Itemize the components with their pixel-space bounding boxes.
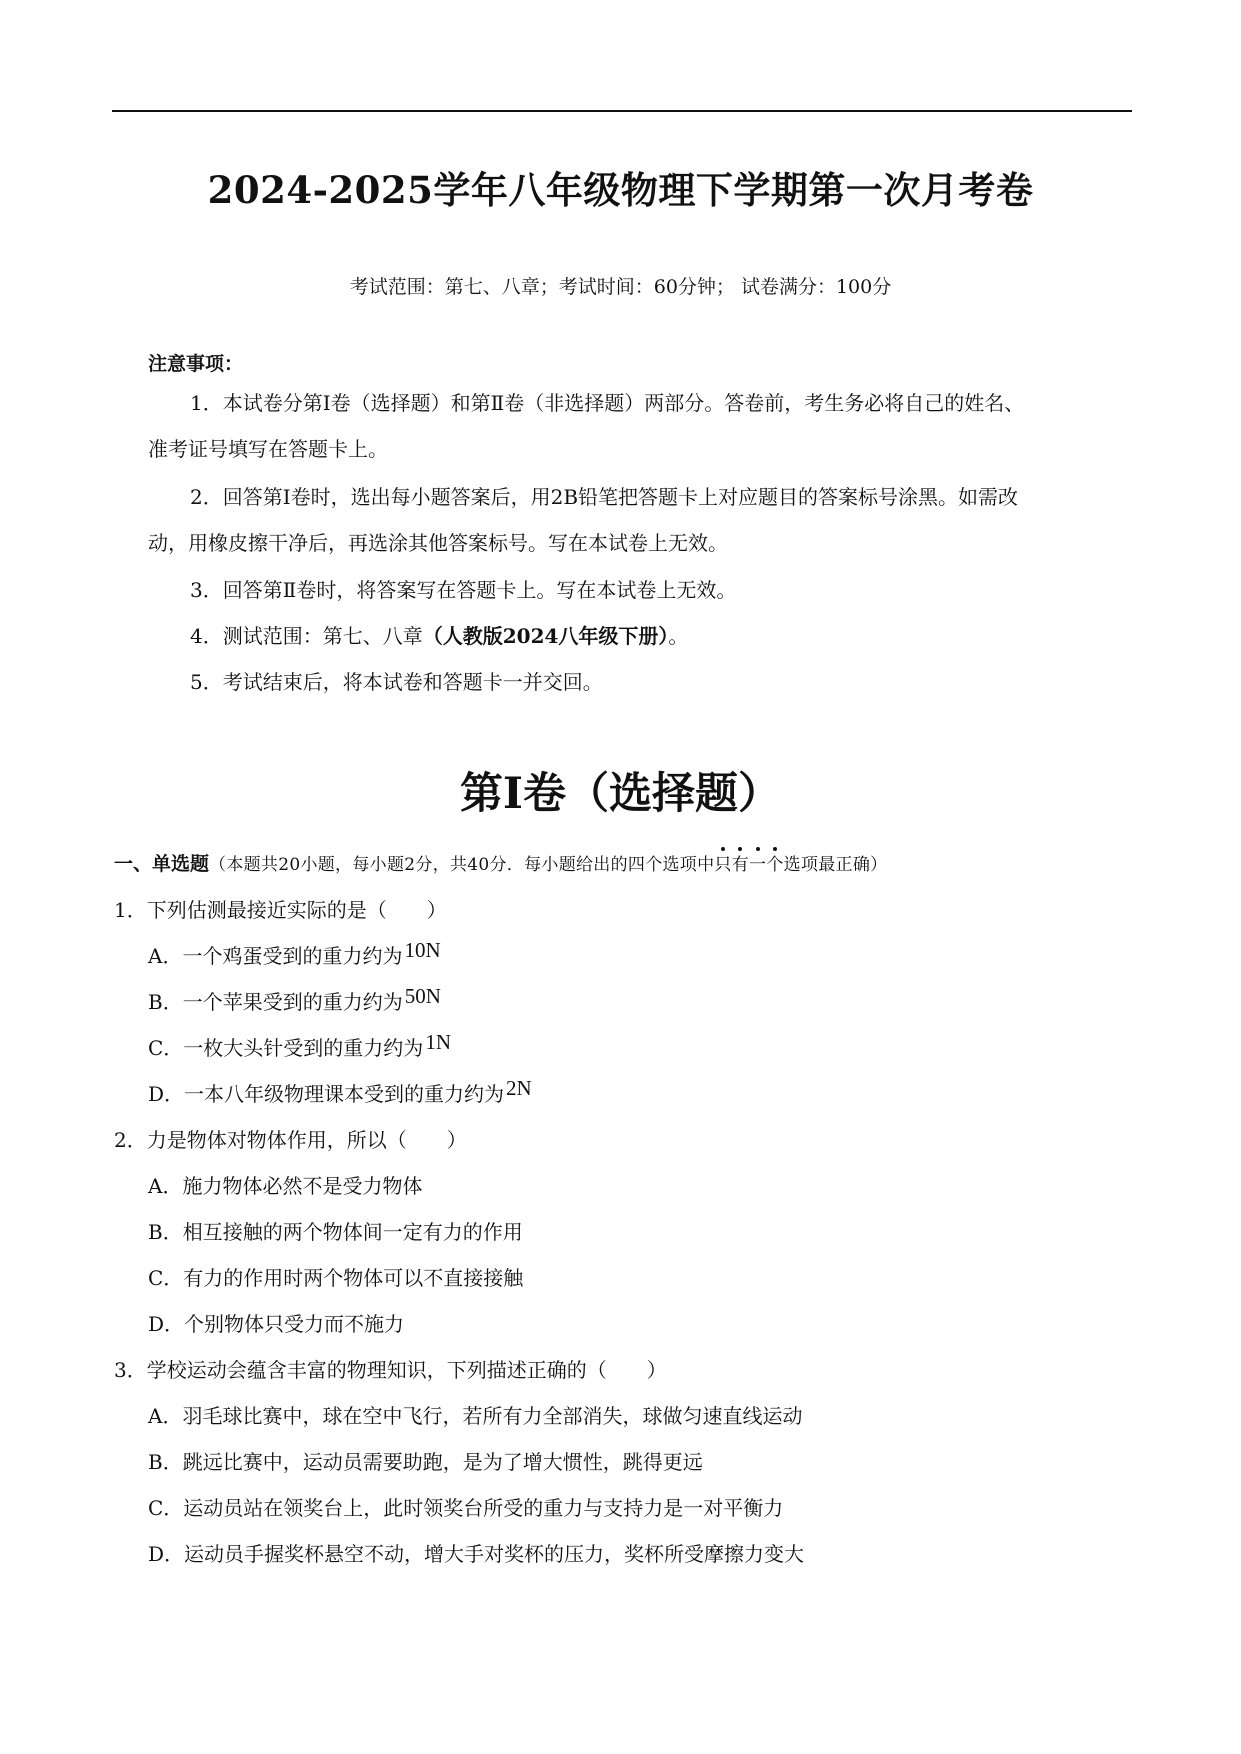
- emphasis-char: 只: [714, 855, 732, 875]
- notice-item-5: 5．考试结束后，将本试卷和答题卡一并交回。: [190, 670, 603, 694]
- notice-item-4-edition: （人教版2024八年级下册）: [422, 624, 669, 648]
- emphasis-char: 一: [749, 855, 767, 875]
- notice-item-1-line2: 准考证号填写在答题卡上。: [148, 437, 388, 461]
- notice-item-2-line2: 动，用橡皮擦干净后，再选涂其他答案标号。写在本试卷上无效。: [148, 531, 728, 555]
- question-1-option-a: A．一个鸡蛋受到的重力约为10N: [148, 938, 441, 968]
- section-heading-label: 一、单选题: [114, 853, 210, 875]
- notice-item-4: [190, 623, 688, 649]
- emphasis-char: 有: [731, 855, 750, 875]
- emphasis-char: 个: [766, 855, 784, 875]
- exam-title: 2024-2025学年八年级物理下学期第一次月考卷: [207, 168, 1034, 212]
- question-2-stem: 2．力是物体对物体作用，所以（ ）: [114, 1128, 467, 1152]
- notice-item-4-suffix: 。: [668, 624, 689, 648]
- question-2-option-b: B．相互接触的两个物体间一定有力的作用: [148, 1220, 523, 1244]
- option-value: 2N: [506, 1076, 532, 1100]
- section-heading-note: （本题共20小题，每小题2分，共40分．每小题给出的四个选项中只有一个选项最正确）: [209, 855, 888, 875]
- notice-item-3: 3．回答第Ⅱ卷时，将答案写在答题卡上。写在本试卷上无效。: [190, 578, 737, 602]
- question-3-option-a: A．羽毛球比赛中，球在空中飞行，若所有力全部消失，球做匀速直线运动: [148, 1404, 803, 1428]
- notice-heading: 注意事项：: [148, 353, 244, 375]
- question-3-option-c: C．运动员站在领奖台上，此时领奖台所受的重力与支持力是一对平衡力: [148, 1496, 784, 1520]
- section-heading: [114, 849, 887, 876]
- section-title: 第Ⅰ卷（选择题）: [459, 769, 782, 819]
- question-3-stem: 3．学校运动会蕴含丰富的物理知识，下列描述正确的（ ）: [114, 1358, 667, 1382]
- notice-item-1-line1: 1．本试卷分第Ⅰ卷（选择题）和第Ⅱ卷（非选择题）两部分。答卷前，考生务必将自己的姓名、: [190, 391, 1025, 415]
- notice-item-4-prefix: 4．测试范围：第七、八章: [190, 624, 423, 648]
- notice-item-2-line1: 2．回答第Ⅰ卷时，选出每小题答案后，用2B铅笔把答题卡上对应题目的答案标号涂黑。如需改: [190, 485, 1019, 509]
- question-3-option-b: B．跳远比赛中，运动员需要助跑，是为了增大惯性，跳得更远: [148, 1450, 703, 1474]
- question-1-option-b: B．一个苹果受到的重力约为50N: [148, 984, 441, 1014]
- option-value: 50N: [404, 984, 441, 1008]
- option-value: 1N: [425, 1030, 451, 1054]
- question-2-option-d: D．个别物体只受力而不施力: [148, 1312, 405, 1336]
- question-3-option-d: D．运动员手握奖杯悬空不动，增大手对奖杯的压力，奖杯所受摩擦力变大: [148, 1542, 805, 1566]
- question-2-option-c: C．有力的作用时两个物体可以不直接接触: [148, 1266, 524, 1290]
- option-value: 10N: [404, 938, 441, 962]
- question-2-option-a: A．施力物体必然不是受力物体: [148, 1174, 423, 1198]
- question-1-option-c: C．一枚大头针受到的重力约为1N: [148, 1030, 451, 1060]
- question-1-stem: 1．下列估测最接近实际的是（ ）: [114, 898, 447, 922]
- question-1-option-d: D．一本八年级物理课本受到的重力约为2N: [148, 1076, 532, 1106]
- header-rule: [112, 110, 1132, 112]
- exam-meta: 考试范围：第七、八章；考试时间：60分钟； 试卷满分：100分: [349, 276, 892, 298]
